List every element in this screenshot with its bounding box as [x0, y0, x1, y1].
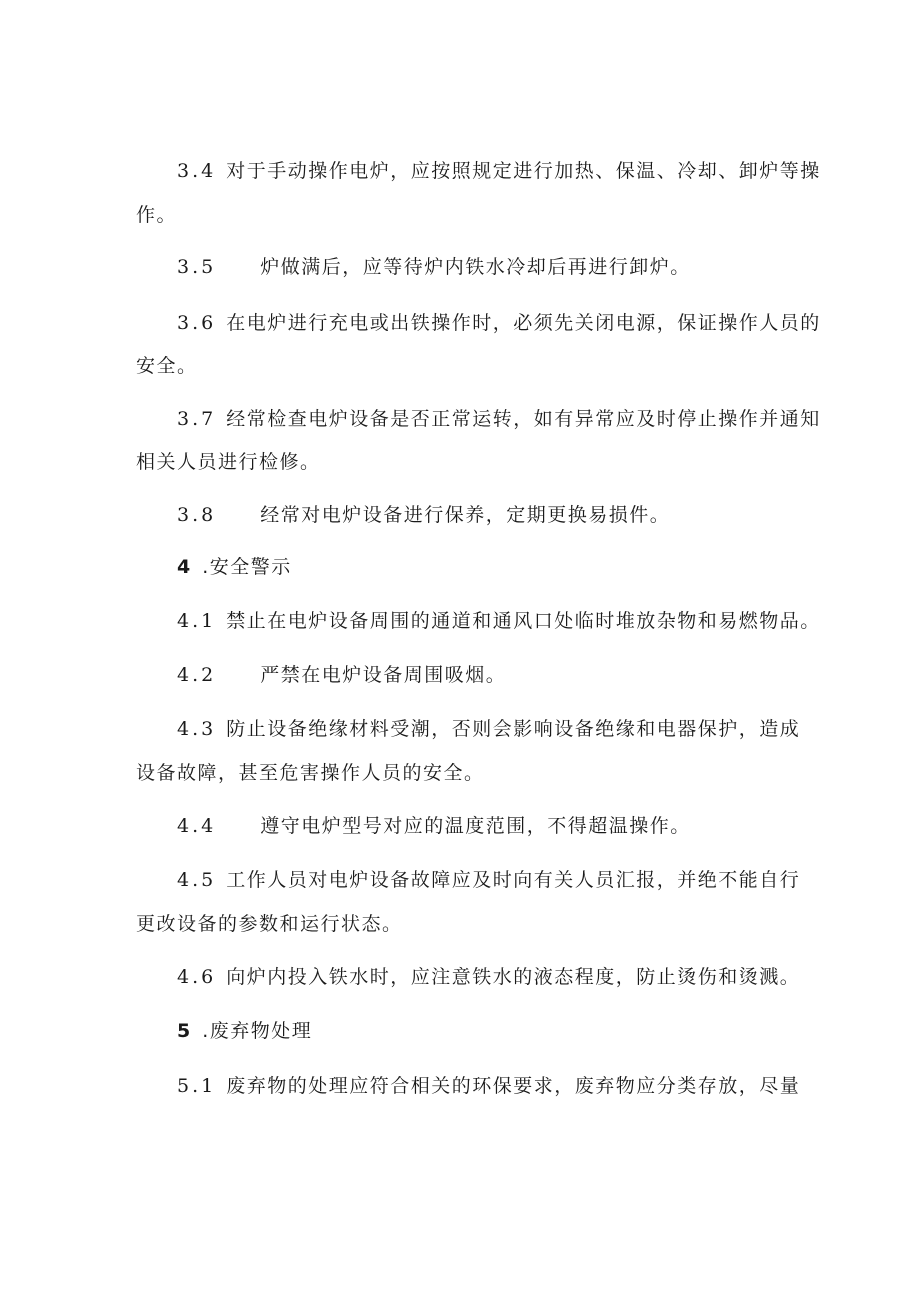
- clause-number: 4.3: [177, 718, 217, 740]
- clause-3-7-line-2: [136, 451, 321, 473]
- section-title: 废弃物处理: [209, 1020, 313, 1042]
- clause-text: 安全。: [136, 355, 198, 377]
- section-4-heading: [177, 556, 292, 578]
- clause-text: 废弃物的处理应符合相关的环保要求，废弃物应分类存放，尽量: [226, 1075, 801, 1097]
- clause-number: 3.7: [177, 408, 217, 430]
- clause-text: 防止设备绝缘材料受潮，否则会影响设备绝缘和电器保护，造成: [226, 718, 801, 740]
- clause-number: 3.8: [177, 504, 217, 526]
- clause-text: 作。: [136, 204, 178, 226]
- section-dot: .: [202, 1020, 210, 1042]
- clause-text: 经常检查电炉设备是否正常运转，如有异常应及时停止操作并通知: [226, 408, 821, 430]
- clause-3-7-line-1: [177, 408, 821, 430]
- section-5-heading: [177, 1020, 312, 1042]
- clause-number: 4.1: [177, 610, 217, 632]
- clause-text: 对于手动操作电炉，应按照规定进行加热、保温、冷却、卸炉等操: [226, 160, 821, 182]
- clause-text: 禁止在电炉设备周围的通道和通风口处临时堆放杂物和易燃物品。: [226, 610, 821, 632]
- clause-number: 5.1: [177, 1075, 217, 1097]
- clause-number: 3.6: [177, 312, 217, 334]
- section-title: 安全警示: [209, 556, 292, 578]
- clause-4-3-line-1: [177, 718, 800, 740]
- clause-number: 4.6: [177, 966, 217, 988]
- clause-text: 遵守电炉型号对应的温度范围，不得超温操作。: [260, 815, 691, 837]
- clause-number: 4.5: [177, 869, 217, 891]
- clause-text: 在电炉进行充电或出铁操作时，必须先关闭电源，保证操作人员的: [226, 312, 821, 334]
- clause-text: 工作人员对电炉设备故障应及时向有关人员汇报，并绝不能自行: [226, 869, 801, 891]
- clause-3-5-line-1: [177, 256, 691, 278]
- section-dot: .: [202, 556, 210, 578]
- clause-number: 3.5: [177, 256, 217, 278]
- clause-number: 3.4: [177, 160, 217, 182]
- clause-3-4-line-2: [136, 204, 177, 226]
- clause-4-5-line-2: [136, 913, 403, 935]
- clause-text: 严禁在电炉设备周围吸烟。: [260, 664, 507, 686]
- clause-text: 相关人员进行检修。: [136, 451, 321, 473]
- section-number: 5: [177, 1020, 191, 1042]
- clause-text: 设备故障，甚至危害操作人员的安全。: [136, 762, 485, 784]
- clause-5-1-line-1: [177, 1075, 800, 1097]
- clause-4-1-line-1: [177, 610, 821, 632]
- clause-text: 炉做满后，应等待炉内铁水冷却后再进行卸炉。: [260, 256, 691, 278]
- clause-4-6-line-1: [177, 966, 800, 988]
- clause-4-5-line-1: [177, 869, 800, 891]
- clause-text: 更改设备的参数和运行状态。: [136, 913, 403, 935]
- clause-3-6-line-1: [177, 312, 821, 334]
- clause-text: 向炉内投入铁水时，应注意铁水的液态程度，防止烫伤和烫溅。: [226, 966, 801, 988]
- clause-number: 4.4: [177, 815, 217, 837]
- clause-text: 经常对电炉设备进行保养，定期更换易损件。: [260, 504, 671, 526]
- clause-3-4-line-1: [177, 160, 821, 182]
- clause-3-6-line-2: [136, 355, 198, 377]
- clause-4-4-line-1: [177, 815, 691, 837]
- clause-number: 4.2: [177, 664, 217, 686]
- clause-3-8-line-1: [177, 504, 670, 526]
- clause-4-3-line-2: [136, 762, 485, 784]
- clause-4-2-line-1: [177, 664, 506, 686]
- section-number: 4: [177, 556, 191, 578]
